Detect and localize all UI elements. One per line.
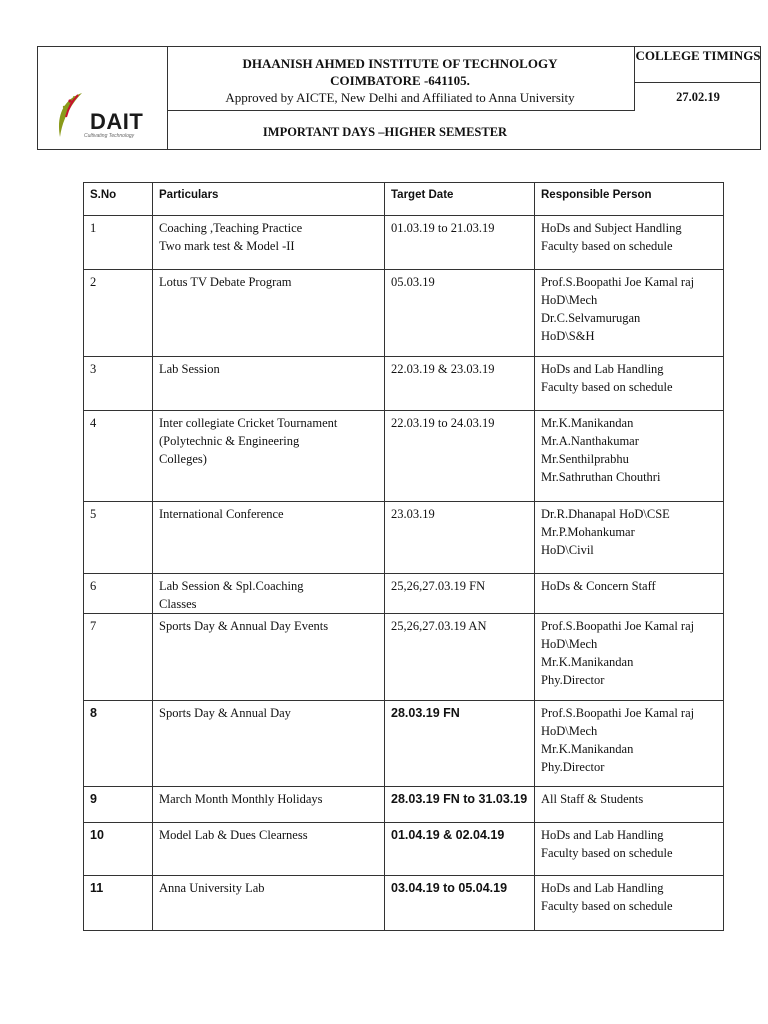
table-row <box>84 574 724 614</box>
cell-sno: 1 <box>84 216 153 270</box>
cell-date: 03.04.19 to 05.04.19 <box>385 876 535 931</box>
document-subtitle: IMPORTANT DAYS –HIGHER SEMESTER <box>262 125 508 139</box>
cell-date: 22.03.19 to 24.03.19 <box>385 411 535 502</box>
table-row <box>84 411 724 502</box>
cell-date: 05.03.19 <box>385 270 535 357</box>
cell-date: 01.04.19 & 02.04.19 <box>385 823 535 876</box>
cell-particulars: Lab Session <box>153 357 385 411</box>
cell-particulars: Sports Day & Annual Day <box>153 701 385 787</box>
column-header-sno: S.No <box>84 183 153 216</box>
timings-box <box>634 47 761 111</box>
cell-responsible: HoDs and Lab Handling Faculty based on schedule <box>535 823 724 876</box>
table-row <box>84 823 724 876</box>
cell-date: 22.03.19 & 23.03.19 <box>385 357 535 411</box>
cell-responsible: Prof.S.Boopathi Joe Kamal raj HoD\Mech Dr.C.Selvamurugan HoD\S&H <box>535 270 724 357</box>
cell-sno: 8 <box>84 701 153 787</box>
cell-sno: 2 <box>84 270 153 357</box>
cell-particulars: Lab Session & Spl.Coaching Classes <box>153 574 385 614</box>
cell-particulars: Coaching ,Teaching Practice Two mark test & Model -II <box>153 216 385 270</box>
cell-responsible: HoDs and Lab Handling Faculty based on schedule <box>535 876 724 931</box>
header-divider <box>168 110 634 111</box>
cell-responsible: HoDs and Subject Handling Faculty based on schedule <box>535 216 724 270</box>
cell-sno: 10 <box>84 823 153 876</box>
cell-sno: 6 <box>84 574 153 614</box>
cell-date: 23.03.19 <box>385 502 535 574</box>
column-header-responsible: Responsible Person <box>535 183 724 216</box>
institute-name-block <box>168 55 632 89</box>
logo-text: DAIT <box>90 109 144 134</box>
column-header-particulars: Particulars <box>153 183 385 216</box>
table-row <box>84 787 724 823</box>
institute-location: COIMBATORE -641105. <box>330 73 470 88</box>
cell-particulars: Model Lab & Dues Clearness <box>153 823 385 876</box>
timings-label: COLLEGE TIMINGS <box>635 47 761 83</box>
cell-sno: 11 <box>84 876 153 931</box>
cell-date: 28.03.19 FN <box>385 701 535 787</box>
cell-responsible: Mr.K.Manikandan Mr.A.Nanthakumar Mr.Senthilprabhu Mr.Sathruthan Chouthri <box>535 411 724 502</box>
cell-responsible: HoDs and Lab Handling Faculty based on schedule <box>535 357 724 411</box>
approval-text: Approved by AICTE, New Delhi and Affiliated to Anna University <box>225 90 575 105</box>
document-header <box>37 46 761 150</box>
table-row <box>84 614 724 701</box>
cell-particulars: Lotus TV Debate Program <box>153 270 385 357</box>
cell-sno: 7 <box>84 614 153 701</box>
cell-date: 25,26,27.03.19 FN <box>385 574 535 614</box>
table-row <box>84 357 724 411</box>
cell-particulars: Inter collegiate Cricket Tournament (Polytechnic & Engineering Colleges) <box>153 411 385 502</box>
table-row <box>84 502 724 574</box>
cell-particulars: Anna University Lab <box>153 876 385 931</box>
cell-sno: 5 <box>84 502 153 574</box>
cell-responsible: HoDs & Concern Staff <box>535 574 724 614</box>
cell-sno: 9 <box>84 787 153 823</box>
table-row <box>84 876 724 931</box>
cell-date: 01.03.19 to 21.03.19 <box>385 216 535 270</box>
cell-particulars: March Month Monthly Holidays <box>153 787 385 823</box>
institute-name: DHAANISH AHMED INSTITUTE OF TECHNOLOGY <box>242 56 558 71</box>
table-row <box>84 216 724 270</box>
logo <box>38 47 168 149</box>
cell-date: 25,26,27.03.19 AN <box>385 614 535 701</box>
table-header-row <box>84 183 724 216</box>
table-row <box>84 270 724 357</box>
cell-responsible: Prof.S.Boopathi Joe Kamal raj HoD\Mech Mr.K.Manikandan Phy.Director <box>535 701 724 787</box>
cell-responsible: Dr.R.Dhanapal HoD\CSE Mr.P.Mohankumar HoD\Civil <box>535 502 724 574</box>
table-row <box>84 701 724 787</box>
cell-date: 28.03.19 FN to 31.03.19 <box>385 787 535 823</box>
column-header-target-date: Target Date <box>385 183 535 216</box>
logo-tagline: Cultivating Technology <box>84 133 135 139</box>
document-date: 27.02.19 <box>676 90 720 104</box>
cell-sno: 3 <box>84 357 153 411</box>
cell-responsible: Prof.S.Boopathi Joe Kamal raj HoD\Mech Mr.K.Manikandan Phy.Director <box>535 614 724 701</box>
cell-sno: 4 <box>84 411 153 502</box>
cell-particulars: Sports Day & Annual Day Events <box>153 614 385 701</box>
cell-responsible: All Staff & Students <box>535 787 724 823</box>
schedule-table <box>83 182 724 931</box>
cell-particulars: International Conference <box>153 502 385 574</box>
